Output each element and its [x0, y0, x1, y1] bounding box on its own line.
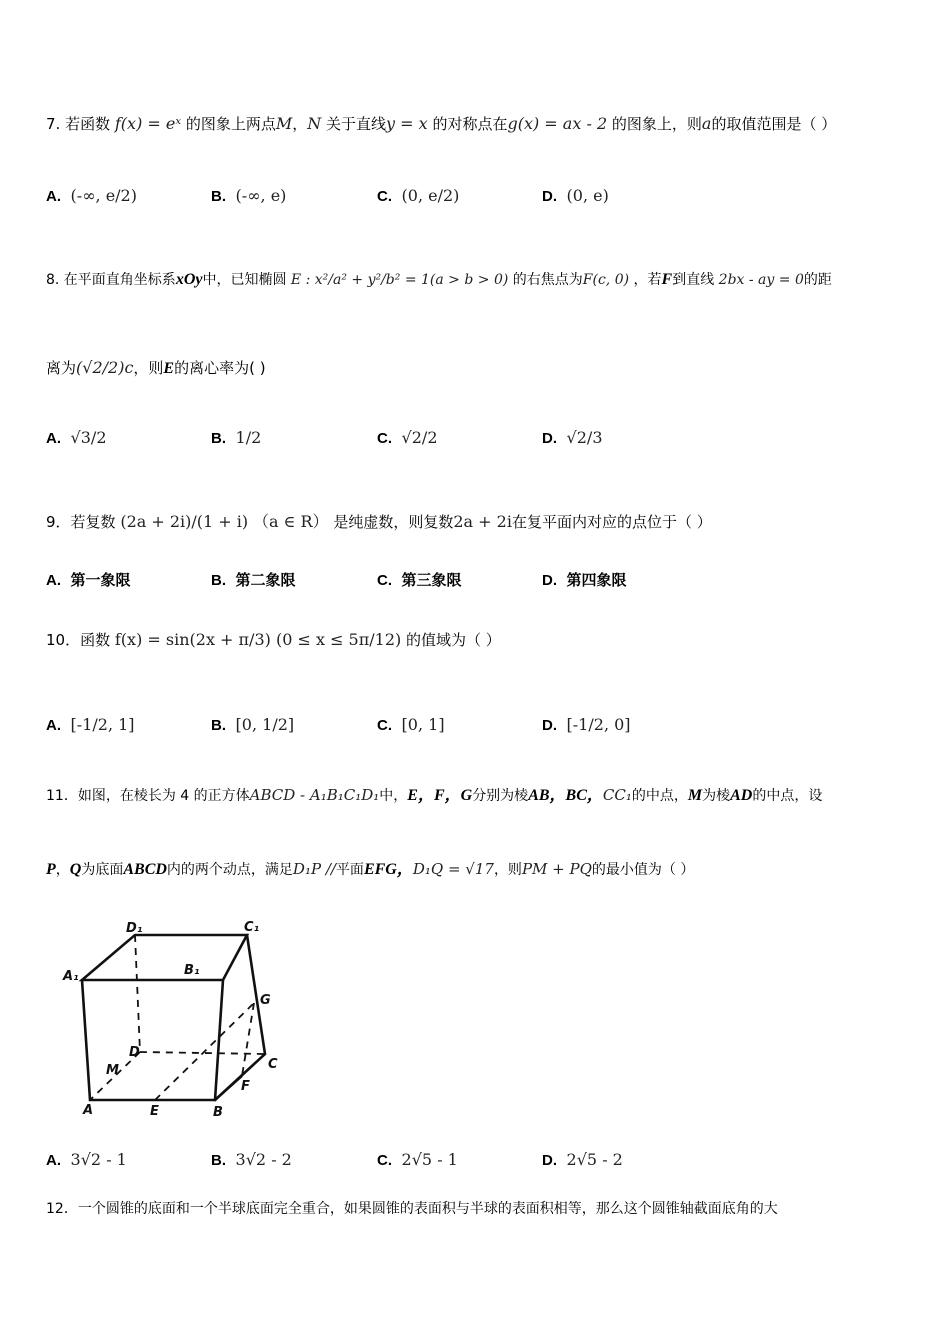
q11-option-a[interactable]: A. 3√2 - 1 [46, 1150, 127, 1169]
q11-stem-line1: 11．如图，在棱长为 4 的正方体ABCD - A₁B₁C₁D₁中，E，F，G分别为棱AB，BC，CC₁的中点，M为棱AD的中点，设 [46, 786, 823, 804]
q7-func-g: g(x) = ax - 2 [507, 114, 608, 133]
q10-option-a[interactable]: A. [-1/2, 1] [46, 715, 135, 734]
label-a1: A₁ [63, 969, 79, 984]
q8-option-a[interactable]: A. √3/2 [46, 428, 107, 447]
q7-option-a[interactable]: A. (-∞, e/2) [46, 186, 137, 205]
q8-ellipse: E : x²/a² + y²/b² = 1(a > b > 0) [290, 272, 509, 288]
q10-stem: 10．函数 f(x) = sin(2x + π/3) (0 ≤ x ≤ 5π/12) 的值域为（ ） [46, 630, 501, 649]
q10-option-d[interactable]: D. [-1/2, 0] [542, 715, 631, 734]
q9-option-c[interactable]: C. 第三象限 [377, 571, 462, 589]
q12-stem: 12．一个圆锥的底面和一个半球底面完全重合，如果圆锥的表面积与半球的表面积相等，那么这个圆锥轴截面底角的大 [46, 1201, 778, 1217]
q8-option-c[interactable]: C. √2/2 [377, 428, 438, 447]
q10-function: f(x) = sin(2x + π/3) (0 ≤ x ≤ 5π/12) [114, 630, 402, 649]
q9-option-d[interactable]: D. 第四象限 [542, 571, 627, 589]
q10-option-b[interactable]: B. [0, 1/2] [211, 715, 295, 734]
q8-option-b[interactable]: B. 1/2 [211, 428, 262, 447]
q7-func-f: f(x) = eˣ [114, 114, 182, 133]
q9-fraction: (2a + 2i)/(1 + i) [120, 512, 249, 531]
cube-figure [60, 918, 290, 1118]
q11-stem-line2: P，Q为底面ABCD内的两个动点，满足D₁P //平面EFG，D₁Q = √17，则PM + PQ的最小值为（ ） [46, 860, 695, 878]
label-a: A [83, 1103, 94, 1118]
q8-option-d[interactable]: D. √2/3 [542, 428, 603, 447]
cube-edge-ef [215, 1076, 242, 1100]
label-g: G [260, 993, 271, 1008]
label-e: E [150, 1104, 159, 1118]
q9-stem: 9．若复数 (2a + 2i)/(1 + i) （a ∈ R） 是纯虚数，则复数2a + 2i在复平面内对应的点位于（ ） [46, 512, 712, 531]
label-d1: D₁ [126, 921, 143, 936]
label-b: B [213, 1105, 223, 1118]
q9-option-a[interactable]: A. 第一象限 [46, 571, 131, 589]
q7-stem: 7. 若函数 f(x) = eˣ 的图象上两点M，N 关于直线y = x 的对称点在g(x) = ax - 2 的图象上，则a的取值范围是（ ） [46, 114, 837, 133]
q11-option-d[interactable]: D. 2√5 - 2 [542, 1150, 623, 1169]
label-b1: B₁ [184, 963, 200, 978]
q8-stem-line2: 离为(√2/2)c，则E的离心率为( ) [46, 358, 266, 377]
label-c1: C₁ [244, 920, 260, 935]
q8-stem-line1: 8. 在平面直角坐标系xOy中，已知椭圆 E : x²/a² + y²/b² = 1(a > b > 0) 的右焦点为F(c, 0) ，若F到直线 2bx - ay = 0的距 [46, 271, 832, 288]
q11-option-b[interactable]: B. 3√2 - 2 [211, 1150, 292, 1169]
q7-option-d[interactable]: D. (0, e) [542, 186, 609, 205]
label-m: M [106, 1063, 119, 1078]
q10-option-c[interactable]: C. [0, 1] [377, 715, 445, 734]
q7-line: y = x [386, 114, 428, 133]
q9-option-b[interactable]: B. 第二象限 [211, 571, 296, 589]
q7-option-b[interactable]: B. (-∞, e) [211, 186, 287, 205]
label-d: D [129, 1045, 140, 1060]
label-f: F [241, 1079, 250, 1094]
label-c: C [268, 1057, 278, 1072]
q8-line: 2bx - ay = 0 [718, 272, 804, 288]
q11-option-c[interactable]: C. 2√5 - 1 [377, 1150, 458, 1169]
q7-option-c[interactable]: C. (0, e/2) [377, 186, 460, 205]
